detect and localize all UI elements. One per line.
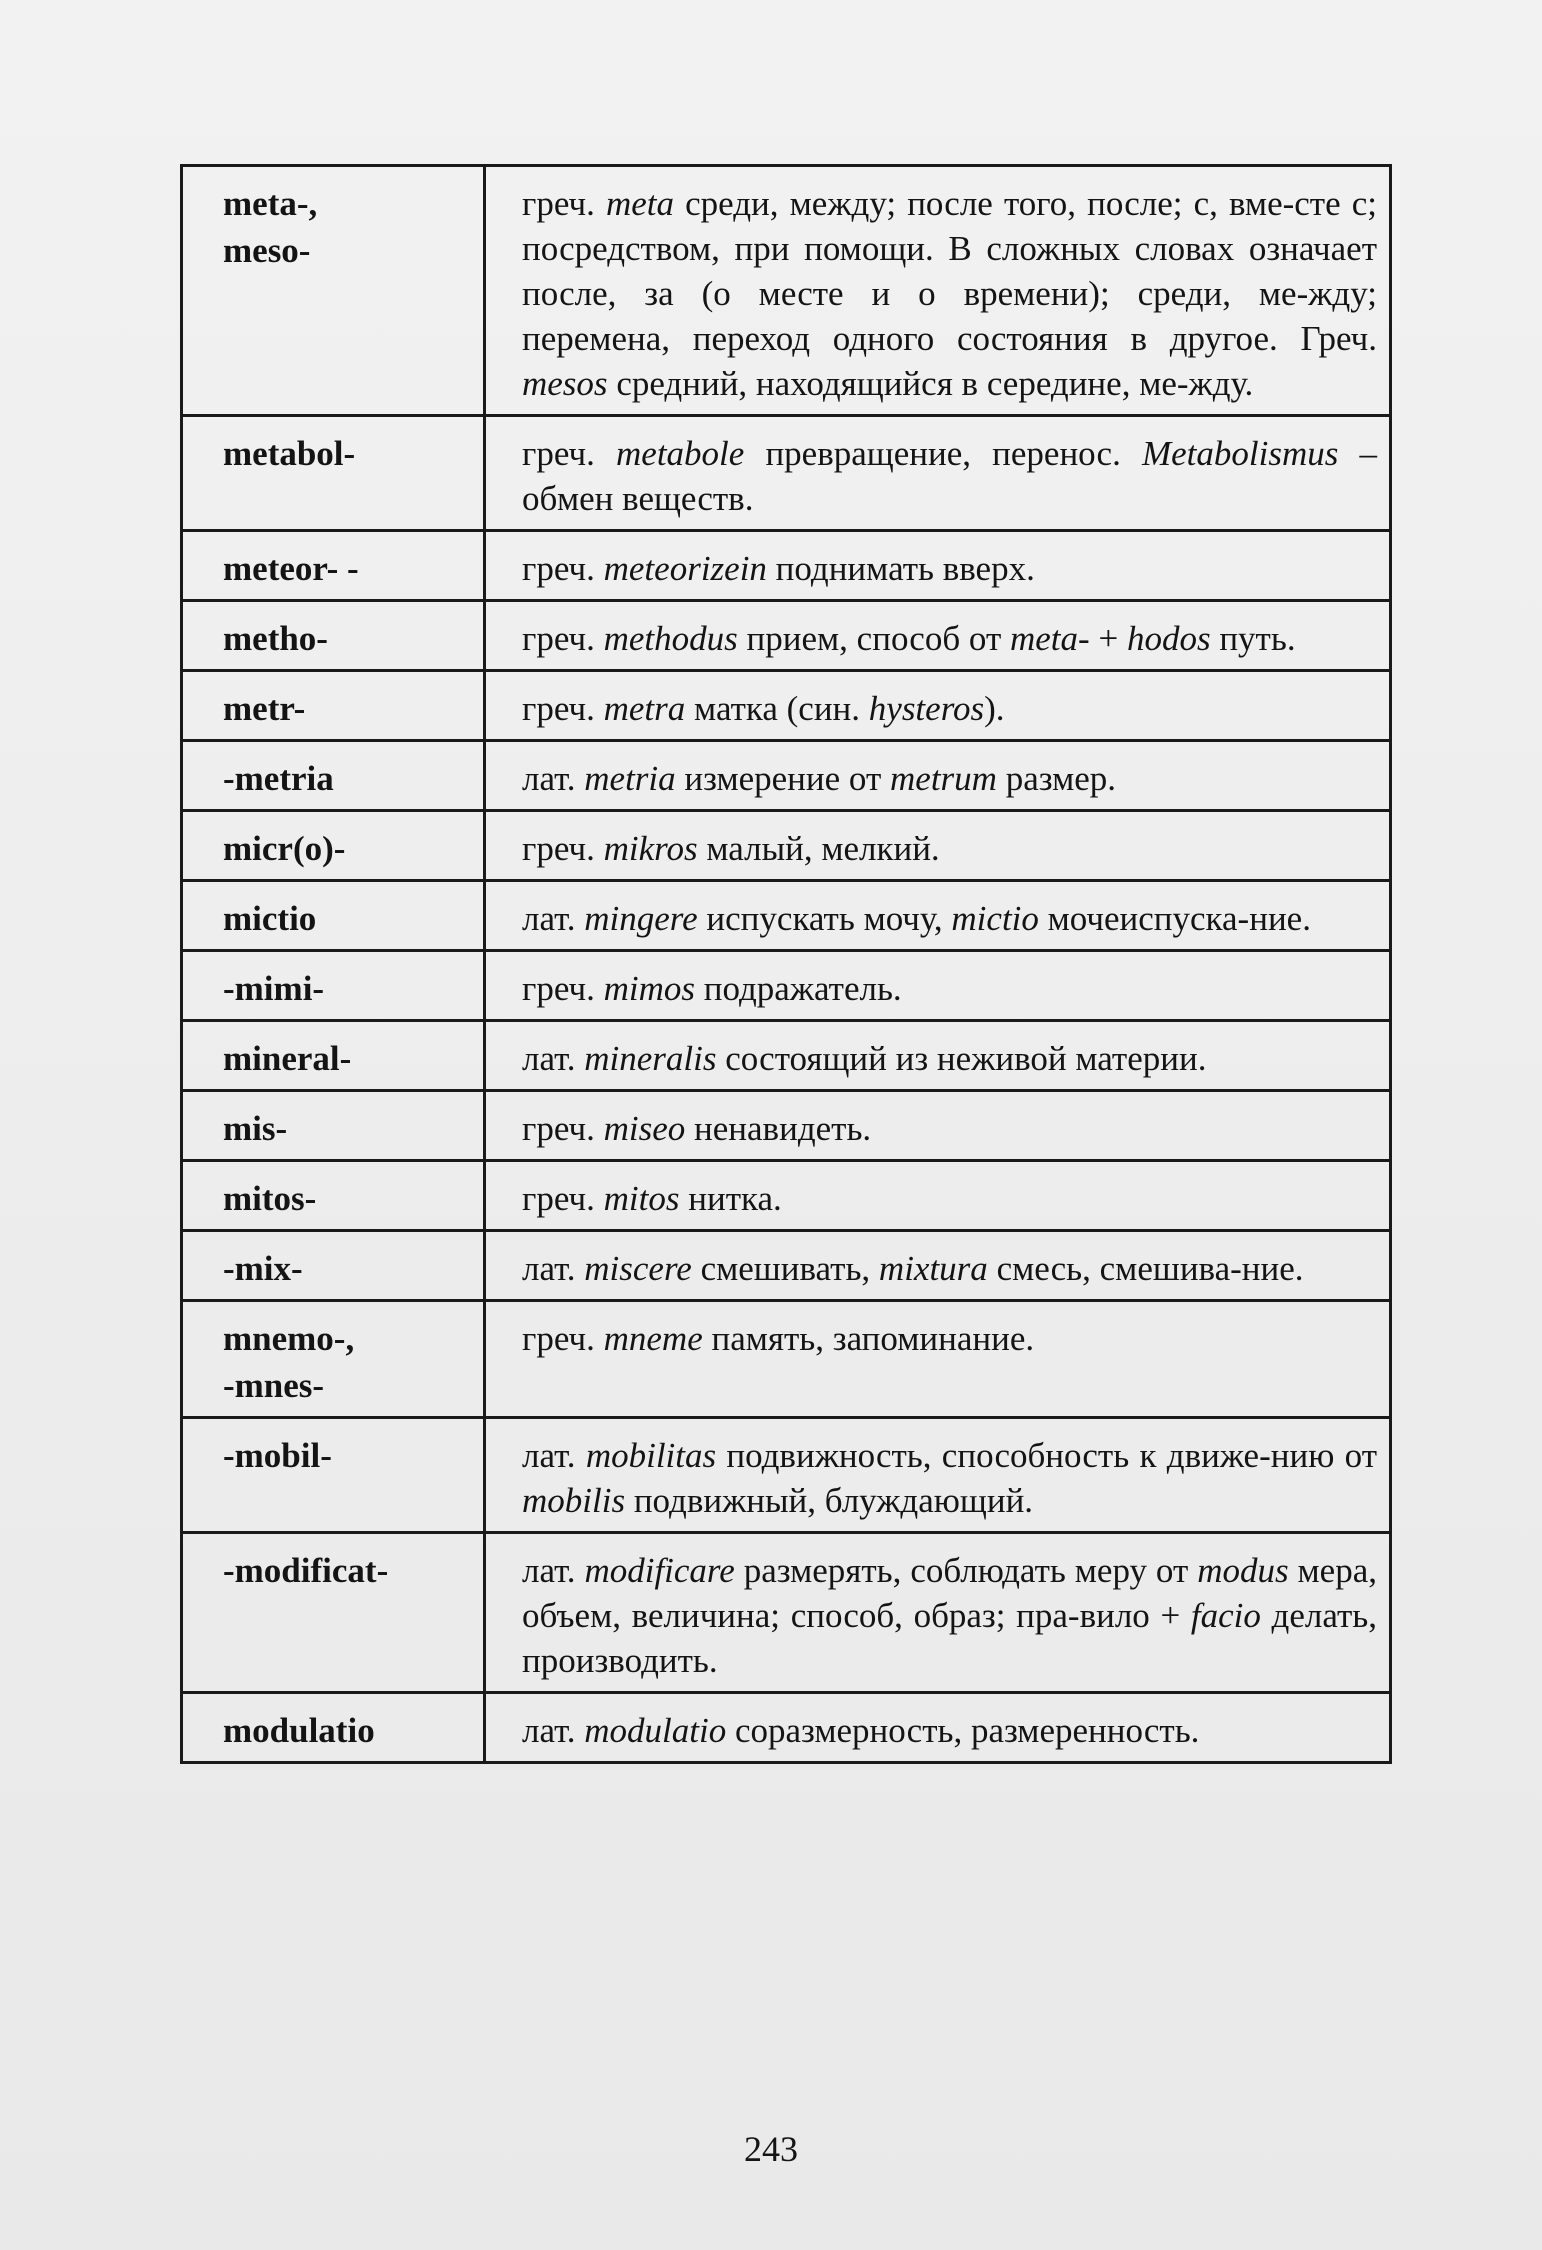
definition-text: греч. <box>522 689 604 728</box>
term-cell <box>182 1693 485 1763</box>
definition-text: соразмерность, размеренность. <box>726 1711 1200 1750</box>
definition-text: мочеиспуска-ние. <box>1038 899 1311 938</box>
definition-term-italic: mikros <box>603 829 698 868</box>
definition-text: греч. <box>522 434 617 473</box>
table-row <box>182 811 1391 881</box>
glossary-table-body <box>182 166 1391 1763</box>
term-text: -metria <box>223 759 334 798</box>
definition-text: размерять, соблюдать меру от <box>734 1551 1198 1590</box>
term-cell <box>182 1418 485 1533</box>
definition-cell <box>485 1418 1391 1533</box>
table-row <box>182 166 1391 416</box>
definition-text: поднимать вверх. <box>766 549 1035 588</box>
definition-cell <box>485 811 1391 881</box>
table-row <box>182 1418 1391 1533</box>
definition-term-italic: modulatio <box>584 1711 727 1750</box>
definition-text: греч. <box>522 549 604 588</box>
term-text: metr- <box>223 689 306 728</box>
term-text: mineral- <box>223 1039 352 1078</box>
table-row <box>182 881 1391 951</box>
definition-cell <box>485 1021 1391 1091</box>
definition-term-italic: meta <box>605 184 675 223</box>
definition-cell <box>485 1161 1391 1231</box>
term-cell <box>182 671 485 741</box>
term-cell <box>182 531 485 601</box>
definition-cell <box>485 951 1391 1021</box>
definition-term-italic: mineralis <box>584 1039 717 1078</box>
term-cell <box>182 1533 485 1693</box>
definition-text: греч. <box>522 619 604 658</box>
definition-text: + <box>1089 619 1127 658</box>
term-cell <box>182 951 485 1021</box>
term-text: metabol- <box>223 434 356 473</box>
term-cell <box>182 601 485 671</box>
definition-text: делать, производить. <box>522 1596 1377 1680</box>
table-row <box>182 531 1391 601</box>
definition-term-italic: meta- <box>1010 619 1090 658</box>
definition-term-italic: miscere <box>584 1249 692 1288</box>
definition-cell <box>485 881 1391 951</box>
definition-text: нитка. <box>679 1179 782 1218</box>
definition-text: – обмен веществ. <box>522 434 1377 518</box>
table-row <box>182 416 1391 531</box>
definition-term-italic: mictio <box>951 899 1039 938</box>
table-row <box>182 741 1391 811</box>
term-text: mitos- <box>223 1179 317 1218</box>
definition-text: размер. <box>996 759 1117 798</box>
definition-text: ). <box>984 689 1005 728</box>
term-text: micr(o)- <box>223 829 346 868</box>
definition-text: лат. <box>522 1436 586 1475</box>
definition-text: подвижный, блуждающий. <box>625 1481 1034 1520</box>
term-text: mictio <box>223 899 317 938</box>
term-text: -mix- <box>223 1249 303 1288</box>
definition-term-italic: metrum <box>890 759 997 798</box>
definition-text: греч. <box>522 1319 604 1358</box>
definition-term-italic: miseo <box>603 1109 686 1148</box>
definition-text: лат. <box>522 899 585 938</box>
term-cell <box>182 1091 485 1161</box>
term-text: meta-, <box>223 184 318 223</box>
term-text: metho- <box>223 619 328 658</box>
term-text: mnemo-, <box>223 1319 355 1358</box>
definition-cell <box>485 531 1391 601</box>
term-cell <box>182 166 485 416</box>
definition-text: подражатель. <box>695 969 902 1008</box>
definition-term-italic: metria <box>584 759 676 798</box>
definition-cell <box>485 1533 1391 1693</box>
definition-text: память, запоминание. <box>702 1319 1035 1358</box>
definition-text: лат. <box>522 1551 585 1590</box>
definition-text: ненавидеть. <box>685 1109 872 1148</box>
table-row <box>182 1231 1391 1301</box>
definition-text: мера, объем, величина; способ, образ; пра-вило + <box>522 1551 1377 1635</box>
table-row <box>182 1021 1391 1091</box>
definition-term-italic: metra <box>603 689 686 728</box>
definition-cell <box>485 1091 1391 1161</box>
definition-text: лат. <box>522 1711 585 1750</box>
term-cell <box>182 811 485 881</box>
definition-term-italic: facio <box>1190 1596 1261 1635</box>
glossary-table <box>180 164 1392 1764</box>
definition-text: среди, между; после того, после; с, вме-сте с; посредством, при помощи. В сложных словах означает после, за (о месте и о времени); среди, ме-жду; перемена, переход одного состояния в другое. Греч. <box>522 184 1377 358</box>
definition-text: лат. <box>522 1039 585 1078</box>
definition-cell <box>485 671 1391 741</box>
term-cell <box>182 741 485 811</box>
definition-term-italic: meteorizein <box>603 549 767 588</box>
definition-text: лат. <box>522 759 585 798</box>
page-number: 243 <box>744 2129 798 2169</box>
definition-text: греч. <box>522 829 604 868</box>
definition-term-italic: modus <box>1197 1551 1289 1590</box>
definition-text: путь. <box>1210 619 1296 658</box>
definition-text: смесь, смешива-ние. <box>987 1249 1304 1288</box>
definition-cell <box>485 601 1391 671</box>
table-row <box>182 601 1391 671</box>
table-row <box>182 1161 1391 1231</box>
definition-cell <box>485 1301 1391 1418</box>
definition-text: подвижность, способность к движе-нию от <box>716 1436 1377 1475</box>
definition-term-italic: mobilitas <box>585 1436 717 1475</box>
table-row <box>182 1533 1391 1693</box>
definition-text: лат. <box>522 1249 585 1288</box>
term-cell <box>182 1301 485 1418</box>
term-text: modulatio <box>223 1711 375 1750</box>
definition-cell <box>485 166 1391 416</box>
term-cell <box>182 1231 485 1301</box>
term-text: -mnes- <box>223 1366 325 1405</box>
definition-term-italic: hysteros <box>868 689 985 728</box>
definition-text: греч. <box>522 1109 604 1148</box>
term-text: -mobil- <box>223 1436 332 1475</box>
definition-text: греч. <box>522 969 604 1008</box>
definition-cell <box>485 741 1391 811</box>
definition-text: состоящий из неживой материи. <box>716 1039 1207 1078</box>
definition-cell <box>485 1693 1391 1763</box>
definition-text: прием, способ от <box>737 619 1010 658</box>
definition-term-italic: mobilis <box>522 1481 626 1520</box>
term-text: meso- <box>223 231 311 270</box>
table-row <box>182 1693 1391 1763</box>
definition-term-italic: mneme <box>603 1319 703 1358</box>
definition-text: измерение от <box>675 759 891 798</box>
definition-term-italic: metabole <box>616 434 745 473</box>
table-row <box>182 1091 1391 1161</box>
definition-term-italic: mixtura <box>878 1249 988 1288</box>
definition-term-italic: mingere <box>584 899 698 938</box>
term-cell <box>182 1161 485 1231</box>
definition-text: смешивать, <box>691 1249 879 1288</box>
term-cell <box>182 881 485 951</box>
definition-text: превращение, перенос. <box>744 434 1142 473</box>
definition-cell <box>485 1231 1391 1301</box>
table-row <box>182 1301 1391 1418</box>
definition-term-italic: modificare <box>584 1551 735 1590</box>
definition-text: малый, мелкий. <box>697 829 940 868</box>
table-row <box>182 951 1391 1021</box>
term-text: -modificat- <box>223 1551 389 1590</box>
definition-cell <box>485 416 1391 531</box>
definition-text: греч. <box>522 184 606 223</box>
table-row <box>182 671 1391 741</box>
definition-term-italic: mimos <box>603 969 696 1008</box>
definition-text: средний, находящийся в середине, ме-жду. <box>607 364 1254 403</box>
definition-term-italic: mitos <box>603 1179 680 1218</box>
definition-term-italic: Metabolismus <box>1141 434 1339 473</box>
definition-text: испускать мочу, <box>697 899 952 938</box>
term-cell <box>182 1021 485 1091</box>
definition-term-italic: mesos <box>522 364 608 403</box>
term-text: -mimi- <box>223 969 325 1008</box>
term-cell <box>182 416 485 531</box>
definition-term-italic: methodus <box>603 619 738 658</box>
definition-text: матка (син. <box>685 689 869 728</box>
definition-text: греч. <box>522 1179 604 1218</box>
term-text: mis- <box>223 1109 288 1148</box>
definition-term-italic: hodos <box>1126 619 1211 658</box>
term-text: meteor- - <box>223 549 359 588</box>
